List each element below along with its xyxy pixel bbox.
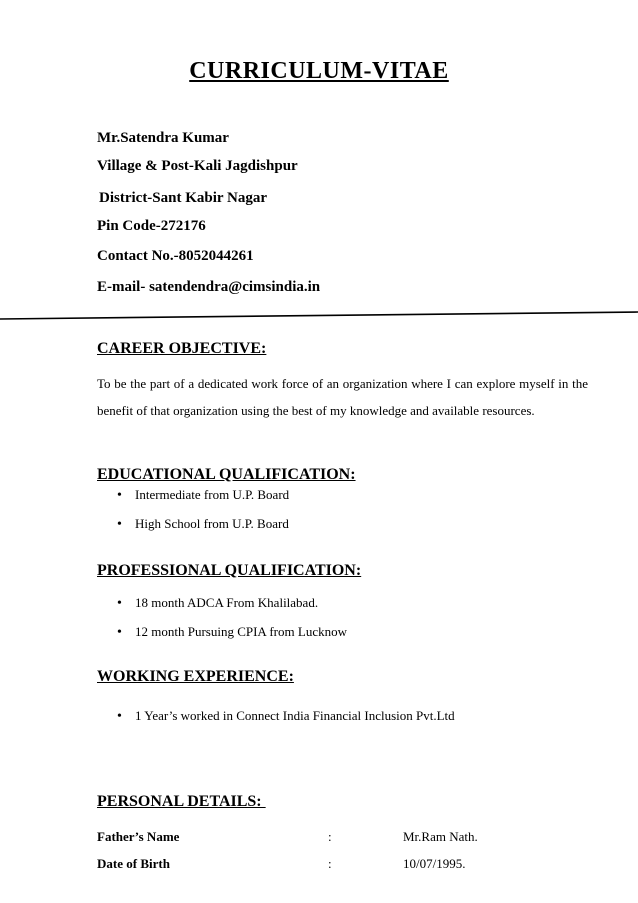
career-objective-heading: CAREER OBJECTIVE: bbox=[97, 340, 267, 357]
horizontal-rule bbox=[0, 311, 638, 321]
list-item-text: Intermediate from U.P. Board bbox=[135, 487, 290, 502]
page-title: CURRICULUM-VITAE bbox=[189, 58, 449, 84]
bullet-icon: • bbox=[117, 625, 122, 640]
list-item-text: 1 Year’s worked in Connect India Financial Inclusion Pvt.Ltd bbox=[135, 708, 455, 723]
list-item bbox=[117, 516, 289, 533]
personal-label: Date of Birth bbox=[97, 856, 170, 871]
list-item bbox=[117, 595, 318, 612]
contact-name: Mr.Satendra Kumar bbox=[97, 130, 229, 146]
contact-village: Village & Post-Kali Jagdishpur bbox=[97, 158, 298, 174]
list-item-text: 12 month Pursuing CPIA from Lucknow bbox=[135, 624, 347, 639]
personal-details-heading: PERSONAL DETAILS: bbox=[97, 793, 266, 810]
contact-district: District-Sant Kabir Nagar bbox=[99, 190, 268, 206]
list-item-text: 18 month ADCA From Khalilabad. bbox=[135, 595, 319, 610]
list-item bbox=[117, 487, 289, 504]
experience-heading: WORKING EXPERIENCE: bbox=[97, 668, 294, 685]
bullet-icon: • bbox=[117, 596, 122, 611]
bullet-icon: • bbox=[117, 488, 122, 503]
personal-separator: : bbox=[328, 856, 332, 871]
contact-phone: Contact No.-8052044261 bbox=[97, 248, 254, 264]
contact-email: E-mail- satendendra@cimsindia.in bbox=[97, 279, 321, 295]
personal-label: Father’s Name bbox=[97, 829, 180, 844]
education-heading: EDUCATIONAL QUALIFICATION: bbox=[97, 466, 356, 483]
professional-heading: PROFESSIONAL QUALIFICATION: bbox=[97, 562, 362, 579]
list-item-text: High School from U.P. Board bbox=[135, 516, 289, 531]
contact-pin: Pin Code-272176 bbox=[97, 218, 206, 234]
bullet-icon: • bbox=[117, 517, 122, 532]
personal-separator: : bbox=[328, 829, 332, 844]
bullet-icon: • bbox=[117, 709, 122, 724]
career-objective-text: To be the part of a dedicated work force of an organization where I can explore myself in the benefit of that organization using the best of my knowledge and available resources. bbox=[97, 376, 588, 418]
personal-value: Mr.Ram Nath. bbox=[403, 829, 478, 844]
list-item bbox=[117, 708, 455, 725]
list-item bbox=[117, 624, 347, 641]
personal-value: 10/07/1995. bbox=[403, 856, 466, 871]
